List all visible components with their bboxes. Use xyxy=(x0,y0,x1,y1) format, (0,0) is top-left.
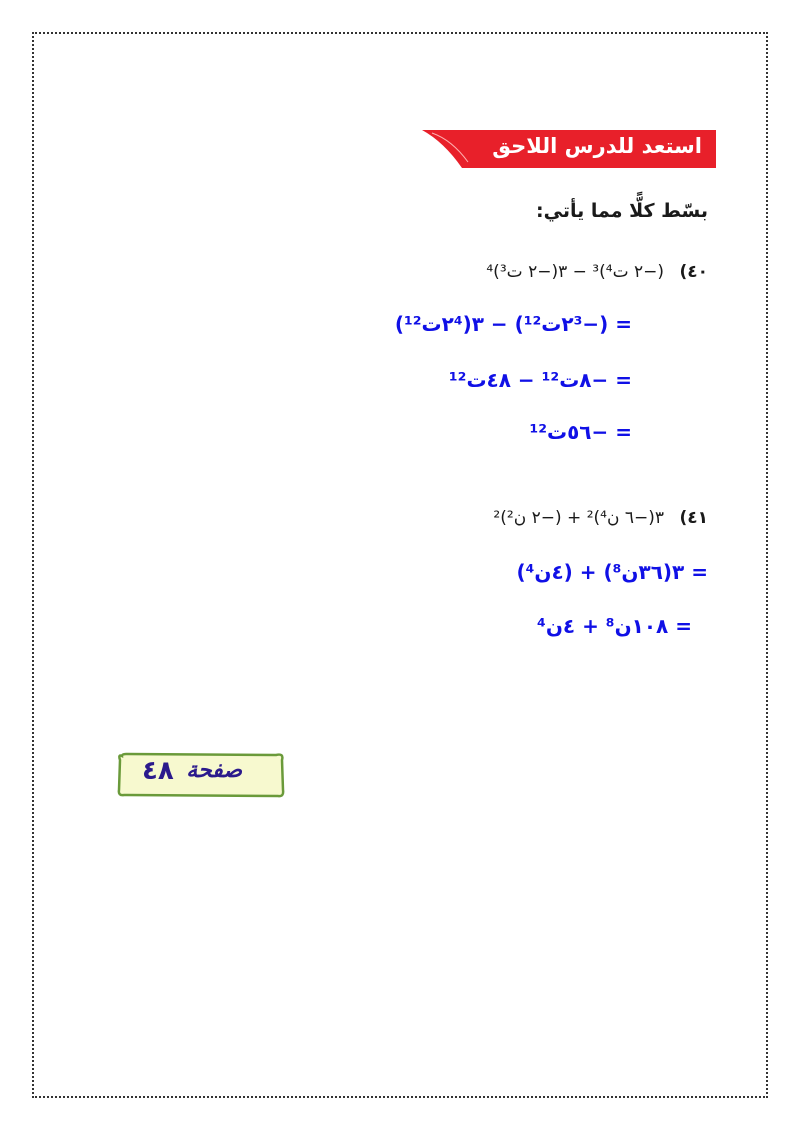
page-number: ٤٨ xyxy=(142,756,174,786)
solution-step: = (−٢³ت¹²) − ٣(٢⁴ت¹²) xyxy=(394,312,632,336)
problem-number: ٤١) xyxy=(679,508,708,528)
problem-expression: ٣(−٦ ن⁴)² + (−٢ ن²)² xyxy=(493,508,665,528)
problem-41 xyxy=(493,508,708,528)
solution-step: = ١٠٨ن⁸ + ٤ن⁴ xyxy=(537,614,692,638)
solution-step: = −٨ت¹² − ٤٨ت¹² xyxy=(448,368,632,392)
solution-step: = −٥٦ت¹² xyxy=(529,420,632,444)
page-label: صفحة xyxy=(186,758,242,783)
page-reference xyxy=(116,750,286,800)
solution-step: = ٣(٣٦ن⁸) + (٤ن⁴) xyxy=(516,560,708,584)
problem-40 xyxy=(486,262,708,282)
instruction-text: بسّط كلًّا مما يأتي: xyxy=(536,200,708,222)
problem-number: ٤٠) xyxy=(679,262,708,282)
problem-expression: (−٢ ت⁴)³ − ٣(−٢ ت³)⁴ xyxy=(486,262,665,282)
section-banner xyxy=(422,130,716,168)
banner-title: استعد للدرس اللاحق xyxy=(492,134,702,158)
